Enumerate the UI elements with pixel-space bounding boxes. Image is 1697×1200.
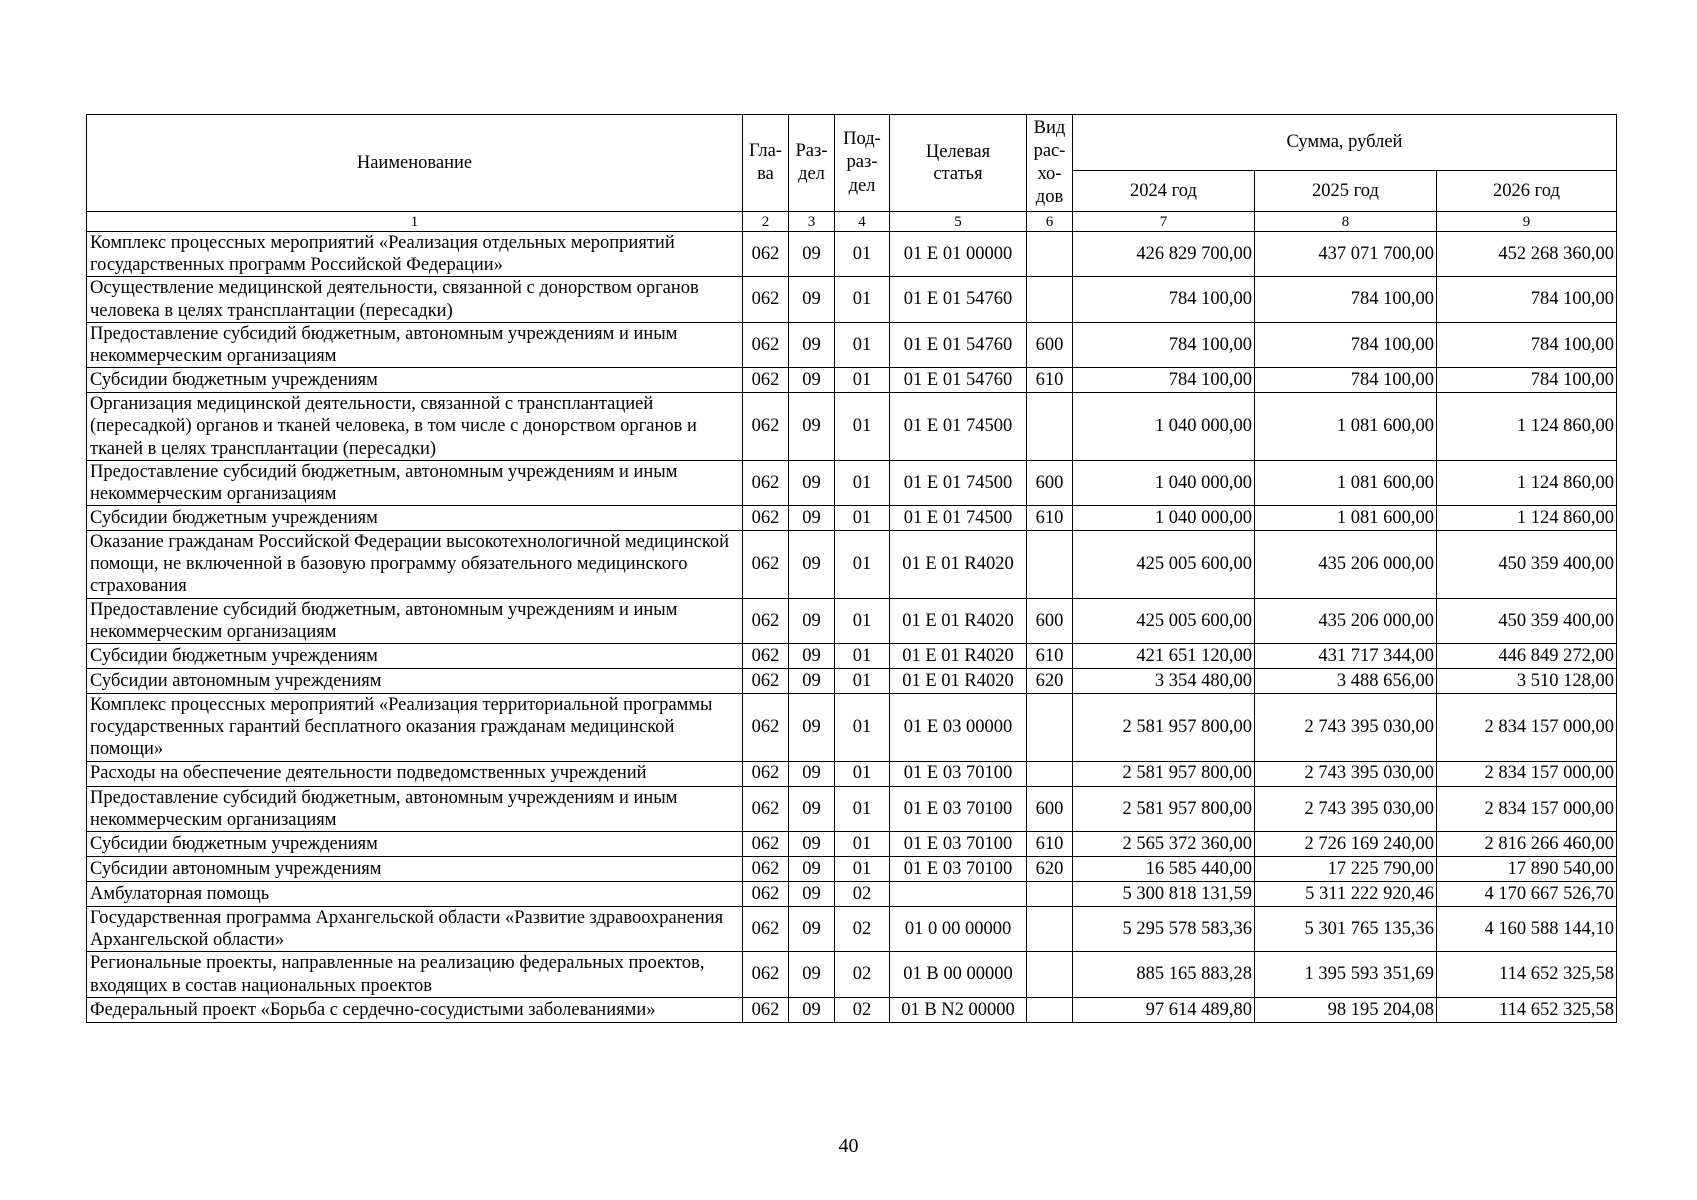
cell-sum-2024: 421 651 120,00 — [1073, 644, 1255, 669]
table-row — [87, 460, 1617, 505]
cell-sum-2025: 1 395 593 351,69 — [1255, 952, 1437, 997]
cell-celevaya: 01 Е 01 74500 — [890, 460, 1027, 505]
cell-glava: 062 — [743, 997, 789, 1022]
cell-sum-2026: 2 834 157 000,00 — [1437, 786, 1617, 831]
cell-razdel: 09 — [789, 761, 835, 786]
cell-razdel: 09 — [789, 997, 835, 1022]
cell-sum-2025: 1 081 600,00 — [1255, 460, 1437, 505]
cell-sum-2024: 2 581 957 800,00 — [1073, 786, 1255, 831]
cell-sum-2026: 114 652 325,58 — [1437, 952, 1617, 997]
cell-sum-2026: 4 160 588 144,10 — [1437, 906, 1617, 951]
cell-vid: 600 — [1027, 460, 1073, 505]
cell-sum-2025: 17 225 790,00 — [1255, 856, 1437, 881]
cell-name: Субсидии автономным учреждениям — [87, 856, 743, 881]
cell-vid: 600 — [1027, 786, 1073, 831]
cell-vid: 610 — [1027, 644, 1073, 669]
table-row — [87, 786, 1617, 831]
table-row — [87, 393, 1617, 461]
column-number: 4 — [835, 212, 890, 232]
header-podrazdel: Под- раз- дел — [835, 115, 890, 212]
cell-glava: 062 — [743, 881, 789, 906]
cell-sum-2025: 2 743 395 030,00 — [1255, 761, 1437, 786]
cell-sum-2024: 784 100,00 — [1073, 277, 1255, 322]
column-number: 6 — [1027, 212, 1073, 232]
cell-celevaya: 01 Е 03 70100 — [890, 786, 1027, 831]
table-row — [87, 232, 1617, 277]
table-row — [87, 368, 1617, 393]
budget-table — [86, 114, 1617, 1023]
cell-glava: 062 — [743, 368, 789, 393]
table-row — [87, 644, 1617, 669]
table-row — [87, 669, 1617, 694]
table-row — [87, 952, 1617, 997]
cell-podrazdel: 01 — [835, 856, 890, 881]
cell-celevaya: 01 Е 03 70100 — [890, 761, 1027, 786]
cell-vid: 610 — [1027, 368, 1073, 393]
table-row — [87, 881, 1617, 906]
cell-podrazdel: 01 — [835, 831, 890, 856]
cell-glava: 062 — [743, 531, 789, 599]
cell-sum-2026: 452 268 360,00 — [1437, 232, 1617, 277]
table-header — [87, 115, 1617, 232]
cell-razdel: 09 — [789, 393, 835, 461]
cell-celevaya: 01 Е 01 R4020 — [890, 531, 1027, 599]
column-number: 9 — [1437, 212, 1617, 232]
cell-podrazdel: 01 — [835, 393, 890, 461]
cell-vid — [1027, 694, 1073, 762]
cell-celevaya: 01 В N2 00000 — [890, 997, 1027, 1022]
cell-podrazdel: 01 — [835, 598, 890, 643]
cell-name: Региональные проекты, направленные на реализацию федеральных проектов, входящих в состав национальных проектов — [87, 952, 743, 997]
table-row — [87, 997, 1617, 1022]
cell-vid — [1027, 997, 1073, 1022]
column-number-row — [87, 212, 1617, 232]
column-number: 1 — [87, 212, 743, 232]
cell-vid: 600 — [1027, 322, 1073, 367]
cell-glava: 062 — [743, 831, 789, 856]
cell-razdel: 09 — [789, 694, 835, 762]
cell-sum-2025: 5 311 222 920,46 — [1255, 881, 1437, 906]
cell-name: Субсидии бюджетным учреждениям — [87, 831, 743, 856]
cell-razdel: 09 — [789, 669, 835, 694]
cell-glava: 062 — [743, 694, 789, 762]
cell-razdel: 09 — [789, 881, 835, 906]
cell-sum-2024: 885 165 883,28 — [1073, 952, 1255, 997]
cell-celevaya: 01 Е 03 00000 — [890, 694, 1027, 762]
cell-name: Предоставление субсидий бюджетным, автономным учреждениям и иным некоммерческим организациям — [87, 786, 743, 831]
cell-podrazdel: 01 — [835, 506, 890, 531]
cell-sum-2024: 425 005 600,00 — [1073, 598, 1255, 643]
cell-sum-2026: 2 816 266 460,00 — [1437, 831, 1617, 856]
cell-podrazdel: 02 — [835, 881, 890, 906]
cell-sum-2024: 16 585 440,00 — [1073, 856, 1255, 881]
cell-sum-2024: 5 295 578 583,36 — [1073, 906, 1255, 951]
cell-vid: 620 — [1027, 669, 1073, 694]
cell-sum-2026: 784 100,00 — [1437, 322, 1617, 367]
cell-razdel: 09 — [789, 644, 835, 669]
column-number: 5 — [890, 212, 1027, 232]
cell-celevaya: 01 Е 01 00000 — [890, 232, 1027, 277]
cell-glava: 062 — [743, 952, 789, 997]
cell-celevaya: 01 Е 01 74500 — [890, 393, 1027, 461]
header-2026: 2026 год — [1437, 171, 1617, 212]
cell-glava: 062 — [743, 644, 789, 669]
table-row — [87, 831, 1617, 856]
cell-sum-2026: 4 170 667 526,70 — [1437, 881, 1617, 906]
cell-name: Комплекс процессных мероприятий «Реализация отдельных мероприятий государственных программ Российской Федерации» — [87, 232, 743, 277]
cell-sum-2025: 3 488 656,00 — [1255, 669, 1437, 694]
cell-vid — [1027, 952, 1073, 997]
cell-razdel: 09 — [789, 531, 835, 599]
cell-podrazdel: 01 — [835, 761, 890, 786]
header-glava: Гла- ва — [743, 115, 789, 212]
cell-sum-2025: 2 743 395 030,00 — [1255, 786, 1437, 831]
cell-name: Расходы на обеспечение деятельности подведомственных учреждений — [87, 761, 743, 786]
cell-name: Осуществление медицинской деятельности, связанной с донорством органов человека в целях трансплантации (пересадки) — [87, 277, 743, 322]
cell-name: Федеральный проект «Борьба с сердечно-сосудистыми заболеваниями» — [87, 997, 743, 1022]
cell-sum-2026: 114 652 325,58 — [1437, 997, 1617, 1022]
cell-podrazdel: 01 — [835, 644, 890, 669]
cell-sum-2024: 5 300 818 131,59 — [1073, 881, 1255, 906]
cell-vid — [1027, 277, 1073, 322]
cell-vid: 620 — [1027, 856, 1073, 881]
table-row — [87, 531, 1617, 599]
cell-name: Субсидии бюджетным учреждениям — [87, 368, 743, 393]
cell-sum-2026: 784 100,00 — [1437, 368, 1617, 393]
cell-razdel: 09 — [789, 906, 835, 951]
cell-sum-2025: 1 081 600,00 — [1255, 393, 1437, 461]
cell-podrazdel: 02 — [835, 997, 890, 1022]
cell-glava: 062 — [743, 906, 789, 951]
cell-podrazdel: 01 — [835, 368, 890, 393]
cell-podrazdel: 01 — [835, 322, 890, 367]
table-row — [87, 322, 1617, 367]
cell-sum-2024: 3 354 480,00 — [1073, 669, 1255, 694]
cell-sum-2025: 2 726 169 240,00 — [1255, 831, 1437, 856]
cell-sum-2025: 784 100,00 — [1255, 322, 1437, 367]
cell-sum-2026: 450 359 400,00 — [1437, 531, 1617, 599]
cell-vid: 610 — [1027, 506, 1073, 531]
header-summa: Сумма, рублей — [1073, 115, 1617, 171]
column-number: 2 — [743, 212, 789, 232]
cell-name: Субсидии бюджетным учреждениям — [87, 644, 743, 669]
cell-vid — [1027, 761, 1073, 786]
cell-sum-2024: 426 829 700,00 — [1073, 232, 1255, 277]
cell-glava: 062 — [743, 669, 789, 694]
cell-sum-2024: 1 040 000,00 — [1073, 506, 1255, 531]
cell-celevaya: 01 Е 03 70100 — [890, 856, 1027, 881]
cell-sum-2024: 1 040 000,00 — [1073, 460, 1255, 505]
cell-razdel: 09 — [789, 506, 835, 531]
cell-sum-2025: 784 100,00 — [1255, 277, 1437, 322]
cell-vid — [1027, 531, 1073, 599]
cell-celevaya: 01 Е 01 R4020 — [890, 669, 1027, 694]
cell-sum-2026: 450 359 400,00 — [1437, 598, 1617, 643]
cell-glava: 062 — [743, 761, 789, 786]
cell-celevaya: 01 0 00 00000 — [890, 906, 1027, 951]
cell-razdel: 09 — [789, 368, 835, 393]
cell-glava: 062 — [743, 277, 789, 322]
cell-name: Амбулаторная помощь — [87, 881, 743, 906]
cell-sum-2024: 2 565 372 360,00 — [1073, 831, 1255, 856]
column-number: 7 — [1073, 212, 1255, 232]
cell-name: Организация медицинской деятельности, связанной с трансплантацией (пересадкой) органов и тканей человека, в том числе с донорством органов и тканей в целях трансплантации (пересадки) — [87, 393, 743, 461]
cell-podrazdel: 01 — [835, 277, 890, 322]
cell-sum-2025: 435 206 000,00 — [1255, 598, 1437, 643]
cell-podrazdel: 02 — [835, 952, 890, 997]
cell-name: Предоставление субсидий бюджетным, автономным учреждениям и иным некоммерческим организациям — [87, 598, 743, 643]
cell-glava: 062 — [743, 786, 789, 831]
cell-name: Комплекс процессных мероприятий «Реализация территориальной программы государственных гарантий бесплатного оказания гражданам медицинской помощи» — [87, 694, 743, 762]
page-number: 40 — [838, 1135, 859, 1157]
cell-podrazdel: 01 — [835, 531, 890, 599]
cell-glava: 062 — [743, 598, 789, 643]
cell-sum-2024: 1 040 000,00 — [1073, 393, 1255, 461]
table-row — [87, 906, 1617, 951]
cell-sum-2024: 784 100,00 — [1073, 368, 1255, 393]
cell-name: Государственная программа Архангельской области «Развитие здравоохранения Архангельской области» — [87, 906, 743, 951]
cell-razdel: 09 — [789, 952, 835, 997]
header-2024: 2024 год — [1073, 171, 1255, 212]
cell-glava: 062 — [743, 232, 789, 277]
cell-sum-2026: 3 510 128,00 — [1437, 669, 1617, 694]
header-2025: 2025 год — [1255, 171, 1437, 212]
cell-razdel: 09 — [789, 232, 835, 277]
cell-name: Субсидии автономным учреждениям — [87, 669, 743, 694]
cell-sum-2025: 98 195 204,08 — [1255, 997, 1437, 1022]
cell-razdel: 09 — [789, 786, 835, 831]
cell-vid: 600 — [1027, 598, 1073, 643]
cell-sum-2025: 435 206 000,00 — [1255, 531, 1437, 599]
cell-celevaya: 01 Е 01 54760 — [890, 322, 1027, 367]
cell-sum-2024: 2 581 957 800,00 — [1073, 694, 1255, 762]
cell-sum-2024: 2 581 957 800,00 — [1073, 761, 1255, 786]
cell-sum-2025: 784 100,00 — [1255, 368, 1437, 393]
cell-glava: 062 — [743, 856, 789, 881]
cell-podrazdel: 02 — [835, 906, 890, 951]
cell-podrazdel: 01 — [835, 232, 890, 277]
cell-sum-2026: 2 834 157 000,00 — [1437, 761, 1617, 786]
cell-vid — [1027, 881, 1073, 906]
cell-sum-2026: 17 890 540,00 — [1437, 856, 1617, 881]
cell-celevaya: 01 В 00 00000 — [890, 952, 1027, 997]
cell-vid — [1027, 393, 1073, 461]
cell-razdel: 09 — [789, 460, 835, 505]
cell-celevaya: 01 Е 01 54760 — [890, 277, 1027, 322]
header-vid: Вид рас- хо- дов — [1027, 115, 1073, 212]
column-number: 3 — [789, 212, 835, 232]
cell-sum-2025: 437 071 700,00 — [1255, 232, 1437, 277]
cell-glava: 062 — [743, 460, 789, 505]
cell-sum-2026: 446 849 272,00 — [1437, 644, 1617, 669]
header-name: Наименование — [87, 115, 743, 212]
column-number: 8 — [1255, 212, 1437, 232]
cell-celevaya: 01 Е 01 R4020 — [890, 644, 1027, 669]
cell-sum-2024: 784 100,00 — [1073, 322, 1255, 367]
cell-sum-2024: 425 005 600,00 — [1073, 531, 1255, 599]
table-body — [87, 232, 1617, 1023]
cell-celevaya: 01 Е 03 70100 — [890, 831, 1027, 856]
cell-sum-2025: 2 743 395 030,00 — [1255, 694, 1437, 762]
cell-podrazdel: 01 — [835, 786, 890, 831]
cell-podrazdel: 01 — [835, 460, 890, 505]
cell-razdel: 09 — [789, 856, 835, 881]
cell-sum-2026: 2 834 157 000,00 — [1437, 694, 1617, 762]
cell-glava: 062 — [743, 322, 789, 367]
header-razdel: Раз- дел — [789, 115, 835, 212]
cell-name: Субсидии бюджетным учреждениям — [87, 506, 743, 531]
table-row — [87, 277, 1617, 322]
cell-name: Оказание гражданам Российской Федерации высокотехнологичной медицинской помощи, не включенной в базовую программу обязательного медицинского страхования — [87, 531, 743, 599]
cell-podrazdel: 01 — [835, 694, 890, 762]
cell-sum-2026: 1 124 860,00 — [1437, 393, 1617, 461]
cell-sum-2026: 1 124 860,00 — [1437, 460, 1617, 505]
cell-vid: 610 — [1027, 831, 1073, 856]
cell-sum-2025: 431 717 344,00 — [1255, 644, 1437, 669]
cell-vid — [1027, 906, 1073, 951]
cell-sum-2026: 1 124 860,00 — [1437, 506, 1617, 531]
cell-razdel: 09 — [789, 598, 835, 643]
table-row — [87, 694, 1617, 762]
cell-sum-2024: 97 614 489,80 — [1073, 997, 1255, 1022]
cell-sum-2025: 5 301 765 135,36 — [1255, 906, 1437, 951]
cell-sum-2026: 784 100,00 — [1437, 277, 1617, 322]
cell-razdel: 09 — [789, 322, 835, 367]
cell-name: Предоставление субсидий бюджетным, автономным учреждениям и иным некоммерческим организациям — [87, 322, 743, 367]
cell-celevaya: 01 Е 01 74500 — [890, 506, 1027, 531]
cell-name: Предоставление субсидий бюджетным, автономным учреждениям и иным некоммерческим организациям — [87, 460, 743, 505]
table-row — [87, 598, 1617, 643]
cell-sum-2025: 1 081 600,00 — [1255, 506, 1437, 531]
cell-vid — [1027, 232, 1073, 277]
table-row — [87, 506, 1617, 531]
cell-razdel: 09 — [789, 831, 835, 856]
cell-razdel: 09 — [789, 277, 835, 322]
cell-glava: 062 — [743, 506, 789, 531]
cell-glava: 062 — [743, 393, 789, 461]
cell-celevaya: 01 Е 01 54760 — [890, 368, 1027, 393]
table-row — [87, 856, 1617, 881]
header-celevaya: Целевая статья — [890, 115, 1027, 212]
cell-celevaya: 01 Е 01 R4020 — [890, 598, 1027, 643]
table-row — [87, 761, 1617, 786]
cell-celevaya — [890, 881, 1027, 906]
cell-podrazdel: 01 — [835, 669, 890, 694]
